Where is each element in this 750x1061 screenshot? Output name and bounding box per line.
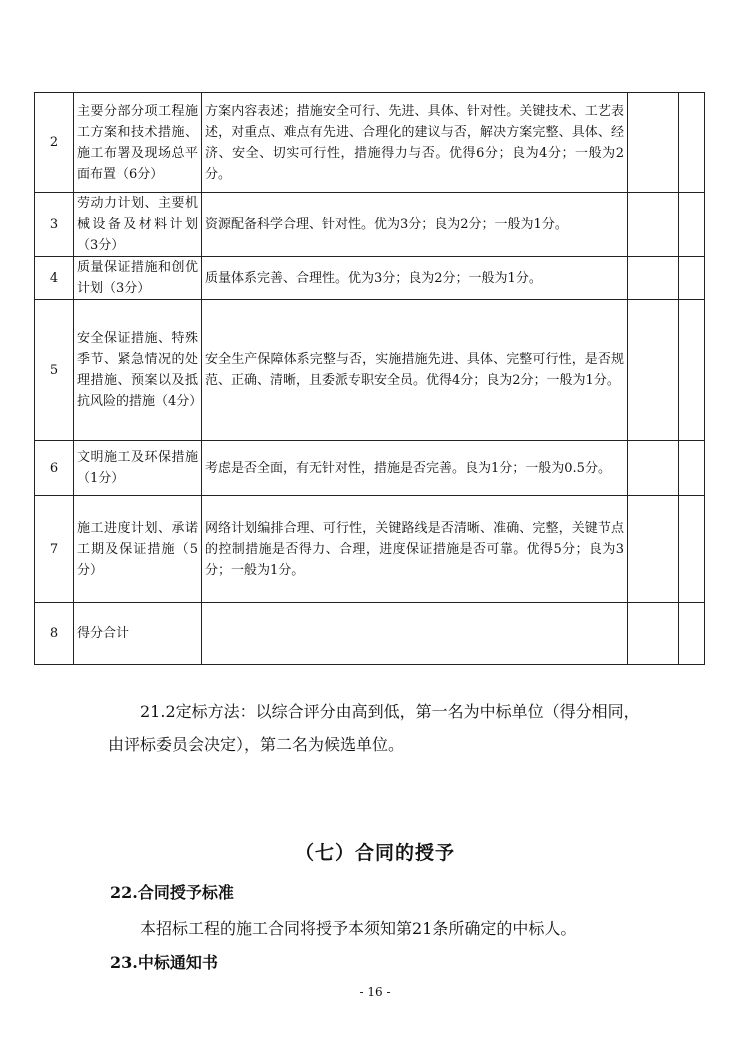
table-row — [35, 93, 705, 193]
score-cell — [679, 93, 705, 193]
table-row — [35, 603, 705, 665]
score-cell — [679, 257, 705, 300]
score-cell — [628, 93, 679, 193]
score-cell — [679, 496, 705, 603]
row-number: 5 — [35, 300, 74, 441]
score-cell — [679, 300, 705, 441]
row-number: 8 — [35, 603, 74, 665]
row-item: 安全保证措施、特殊季节、紧急情况的处理措施、预案以及抵抗风险的措施（4分） — [74, 300, 202, 441]
row-criteria: 网络计划编排合理、可行性，关键路线是否清晰、准确、完整，关键节点的控制措施是否得力、合理，进度保证措施是否可靠。优得5分；良为3分；一般为1分。 — [202, 496, 628, 603]
score-cell — [628, 193, 679, 257]
table-row — [35, 496, 705, 603]
row-criteria: 考虑是否全面，有无针对性，措施是否完善。良为1分；一般为0.5分。 — [202, 441, 628, 496]
table-row — [35, 441, 705, 496]
row-criteria: 安全生产保障体系完整与否，实施措施先进、具体、完整可行性，是否规范、正确、清晰，且委派专职安全员。优得4分；良为2分；一般为1分。 — [202, 300, 628, 441]
score-cell — [679, 193, 705, 257]
row-number: 2 — [35, 93, 74, 193]
row-criteria: 质量体系完善、合理性。优为3分；良为2分；一般为1分。 — [202, 257, 628, 300]
row-item: 文明施工及环保措施（1分） — [74, 441, 202, 496]
score-cell — [628, 496, 679, 603]
row-criteria: 方案内容表述；措施安全可行、先进、具体、针对性。关键技术、工艺表述，对重点、难点有先进、合理化的建议与否，解决方案完整、具体、经济、安全、切实可行性，措施得力与否。优得6分；良为4分；一般为2分。 — [202, 93, 628, 193]
score-cell — [679, 441, 705, 496]
table-row — [35, 257, 705, 300]
row-item: 施工进度计划、承诺工期及保证措施（5分） — [74, 496, 202, 603]
row-criteria — [202, 603, 628, 665]
score-cell — [628, 300, 679, 441]
row-number: 3 — [35, 193, 74, 257]
row-number: 6 — [35, 441, 74, 496]
row-number: 7 — [35, 496, 74, 603]
score-cell — [628, 603, 679, 665]
paragraph-21-2: 21.2定标方法：以综合评分由高到低，第一名为中标单位（得分相同，由评标委员会决定），第二名为候选单位。 — [108, 702, 640, 754]
page-number: - 16 - — [359, 985, 391, 999]
section-23-title: 23.中标通知书 — [110, 953, 218, 972]
score-cell — [628, 441, 679, 496]
row-item: 质量保证措施和创优计划（3分） — [74, 257, 202, 300]
table-row — [35, 193, 705, 257]
scoring-table — [34, 92, 705, 665]
row-criteria: 资源配备科学合理、针对性。优为3分；良为2分；一般为1分。 — [202, 193, 628, 257]
section-22-body: 本招标工程的施工合同将授予本须知第21条所确定的中标人。 — [140, 919, 577, 938]
row-number: 4 — [35, 257, 74, 300]
row-item: 得分合计 — [74, 603, 202, 665]
score-cell — [679, 603, 705, 665]
score-cell — [628, 257, 679, 300]
row-item: 劳动力计划、主要机械设备及材料计划（3分） — [74, 193, 202, 257]
row-item: 主要分部分项工程施工方案和技术措施、施工布署及现场总平面布置（6分） — [74, 93, 202, 193]
section-22-title: 22.合同授予标准 — [110, 883, 234, 902]
chapter-heading: （七）合同的授予 — [294, 842, 455, 864]
table-row — [35, 300, 705, 441]
